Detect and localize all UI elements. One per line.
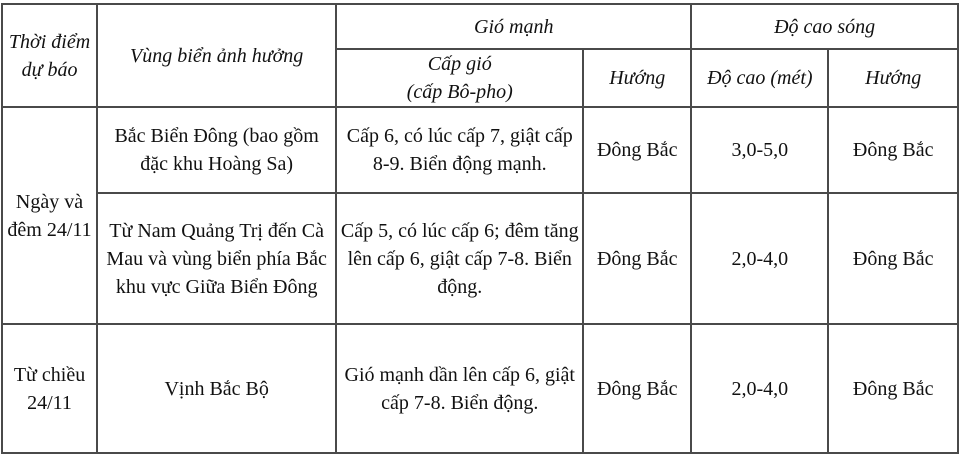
header-wind-level-line1: Cấp gió — [427, 53, 492, 75]
wave-direction-cell: Đông Bắc — [828, 193, 958, 324]
header-wind-level-line2: (cấp Bô-pho) — [406, 81, 513, 103]
table-row — [2, 193, 958, 324]
wind-level-cell: Gió mạnh dần lên cấp 6, giật cấp 7-8. Biển động. — [336, 324, 583, 453]
wave-height-cell: 2,0-4,0 — [691, 324, 828, 453]
header-forecast-time: Thời điểm dự báo — [2, 4, 97, 107]
region-cell: Vịnh Bắc Bộ — [97, 324, 336, 453]
header-strong-wind: Gió mạnh — [336, 4, 691, 49]
header-wave-height-group: Độ cao sóng — [691, 4, 958, 49]
region-cell: Từ Nam Quảng Trị đến Cà Mau và vùng biển phía Bắc khu vực Giữa Biển Đông — [97, 193, 336, 324]
wave-height-cell: 2,0-4,0 — [691, 193, 828, 324]
wave-direction-cell: Đông Bắc — [828, 107, 958, 193]
header-wind-level — [336, 49, 583, 107]
wave-direction-cell: Đông Bắc — [828, 324, 958, 453]
wave-height-cell: 3,0-5,0 — [691, 107, 828, 193]
header-wind-direction: Hướng — [583, 49, 691, 107]
header-affected-region: Vùng biển ảnh hưởng — [97, 4, 336, 107]
forecast-time-cell: Từ chiều 24/11 — [2, 324, 97, 453]
table-row — [2, 107, 958, 193]
wind-direction-cell: Đông Bắc — [583, 193, 691, 324]
header-wave-direction: Hướng — [828, 49, 958, 107]
region-cell: Bắc Biển Đông (bao gồm đặc khu Hoàng Sa) — [97, 107, 336, 193]
wind-level-cell: Cấp 5, có lúc cấp 6; đêm tăng lên cấp 6, giật cấp 7-8. Biển động. — [336, 193, 583, 324]
wind-direction-cell: Đông Bắc — [583, 107, 691, 193]
wind-level-cell: Cấp 6, có lúc cấp 7, giật cấp 8-9. Biển động mạnh. — [336, 107, 583, 193]
header-wave-height: Độ cao (mét) — [691, 49, 828, 107]
wind-direction-cell: Đông Bắc — [583, 324, 691, 453]
marine-forecast-table — [1, 3, 959, 454]
forecast-time-cell: Ngày và đêm 24/11 — [2, 107, 97, 324]
table-row — [2, 324, 958, 453]
